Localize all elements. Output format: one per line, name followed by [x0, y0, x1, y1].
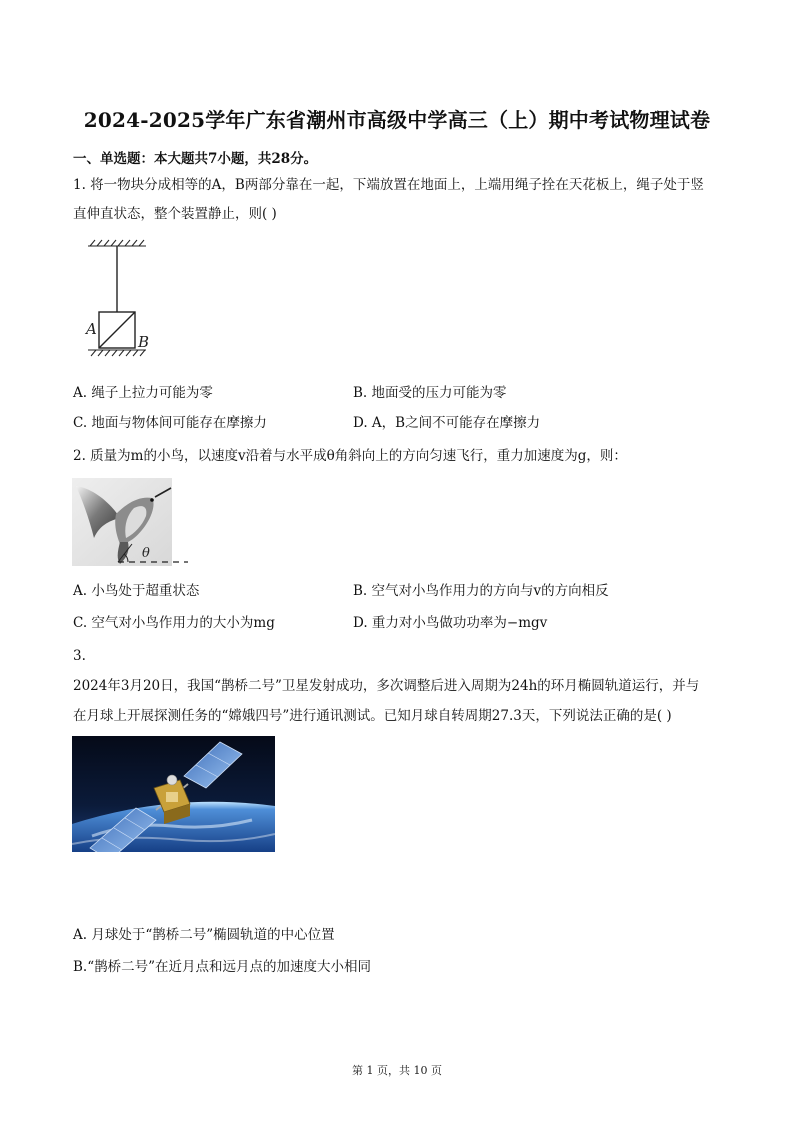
q3-stem-line2: 在月球上开展探测任务的“嫦娥四号”进行通讯测试。已知月球自转周期27.3天，下列说法正确的是( ): [73, 708, 672, 724]
q3-stem-line1: 2024年3月20日，我国“鹊桥二号”卫星发射成功，多次调整后进入周期为24h的环月椭圆轨道运行，并与: [73, 678, 700, 694]
block-divider: [99, 312, 135, 348]
label-a: A: [86, 320, 97, 338]
bird-eye: [150, 498, 154, 502]
section-heading: 一、单选题：本大题共7小题，共28分。: [73, 151, 318, 167]
page-footer: 第 1 页，共 10 页: [352, 1064, 442, 1077]
ceiling-hatch: [88, 240, 146, 246]
q3-number: 3.: [73, 648, 86, 664]
page-title: 2024-2025学年广东省潮州市高级中学高三（上）期中考试物理试卷: [83, 108, 711, 132]
theta-label: θ: [142, 546, 150, 561]
q2-stem: 2. 质量为m的小鸟，以速度v沿着与水平成θ角斜向上的方向匀速飞行，重力加速度为g，则：: [73, 448, 627, 464]
q3-option-a: A. 月球处于“鹊桥二号”椭圆轨道的中心位置: [73, 927, 335, 943]
q1-stem-line1: 1. 将一物块分成相等的A，B两部分靠在一起，下端放置在地面上，上端用绳子拴在天花板上，绳子处于竖: [73, 177, 704, 193]
q1-option-a: A. 绳子上拉力可能为零: [73, 385, 213, 401]
q2-option-d: D. 重力对小鸟做功功率为−mgv: [353, 615, 548, 631]
q1-figure: [82, 236, 162, 360]
q1-option-b: B. 地面受的压力可能为零: [353, 385, 507, 401]
q3-option-b: B.“鹊桥二号”在近月点和远月点的加速度大小相同: [73, 959, 372, 975]
q1-option-c: C. 地面与物体间可能存在摩擦力: [73, 415, 267, 431]
q1-option-d: D. A，B之间不可能存在摩擦力: [353, 415, 541, 431]
bird-image: [72, 478, 190, 566]
satellite-image: [72, 736, 275, 852]
label-b: B: [138, 333, 150, 351]
q2-option-c: C. 空气对小鸟作用力的大小为mg: [73, 615, 275, 631]
q2-option-a: A. 小鸟处于超重状态: [73, 583, 200, 599]
q1-stem-line2: 直伸直状态，整个装置静止，则( ): [73, 206, 277, 222]
q2-option-b: B. 空气对小鸟作用力的方向与v的方向相反: [353, 583, 609, 599]
